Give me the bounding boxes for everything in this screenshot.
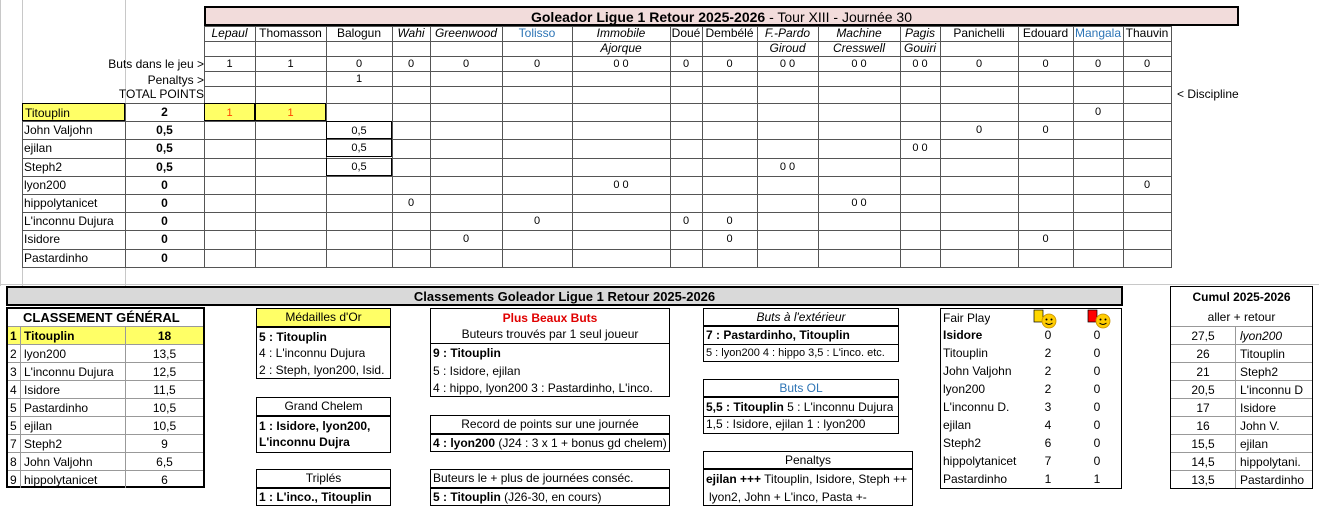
- record-detail: (J24 : 3 x 1 + bonus gd chelem): [495, 436, 667, 450]
- participant-points: 0: [161, 178, 168, 192]
- rank-number: 5: [8, 398, 20, 416]
- pick-cell-greenwood: 0: [462, 233, 470, 245]
- fair-play-name: Titouplin: [943, 346, 988, 360]
- pick-cell-balogun: 0,5: [326, 158, 392, 176]
- buts-cell-balogun: 0: [355, 58, 363, 70]
- rank-points: 11,5: [125, 380, 203, 398]
- pick-cell-machine: 0 0: [851, 197, 867, 209]
- grand-chelem-line-1: 1 : Isidore, lyon200,: [259, 419, 371, 433]
- player-name-tolisso: Tolisso: [518, 26, 556, 40]
- red-card-count: 0: [1093, 346, 1101, 360]
- pick-cell-doue: 0: [682, 215, 690, 227]
- pick-cell-thauvin: 0: [1143, 179, 1151, 191]
- classement-title: CLASSEMENT GÉNÉRAL: [23, 310, 180, 325]
- beaux-buts-line-3: 4 : hippo, lyon200 3 : Pastardinho, L'inco.: [433, 381, 653, 395]
- cumul-subtitle: aller + retour: [1207, 310, 1276, 324]
- player-name-wahi: Wahi: [397, 26, 425, 40]
- player-name-lepaul: Lepaul: [211, 26, 248, 40]
- red-card-count: 0: [1093, 436, 1101, 450]
- grid-col-line: [1171, 26, 1172, 268]
- cumul-points: 16: [1171, 416, 1235, 434]
- buts-ol-detail: 5 : L'inconnu Dujura: [783, 400, 894, 414]
- participant-name: Titouplin: [22, 103, 125, 121]
- pick-cell-panichelli: 0: [975, 124, 983, 136]
- rank-number: 5: [8, 416, 20, 434]
- rank-name: hippolytanicet: [20, 470, 125, 488]
- fair-play-name: Isidore: [943, 328, 983, 342]
- title-main: Goleador Ligue 1 Retour 2025-2026: [530, 9, 766, 25]
- fair-play-name: ejilan: [943, 418, 972, 432]
- cumul-name: John V.: [1235, 416, 1312, 434]
- buts-ol-title: Buts OL: [703, 379, 899, 397]
- rank-points: 6: [125, 470, 203, 488]
- buts-cell-fpardo: 0 0: [779, 58, 796, 70]
- player2-name-fpardo: Giroud: [769, 41, 806, 55]
- yellow-card-count: 6: [1044, 436, 1052, 450]
- participant-name: Pastardinho: [24, 251, 89, 265]
- cumul-name: Steph2: [1235, 362, 1312, 380]
- rank-points: 10,5: [125, 416, 203, 434]
- participant-points: 2: [161, 105, 168, 119]
- buts-cell-greenwood: 0: [462, 58, 470, 70]
- fair-play-name: hippolytanicet: [943, 454, 1017, 468]
- rank-number: 7: [8, 434, 20, 452]
- rank-number: 2: [8, 344, 20, 362]
- cumul-points: 20,5: [1171, 380, 1235, 398]
- pick-cell-wahi: 0: [407, 197, 415, 209]
- beaux-buts-title: Plus Beaux Buts: [502, 311, 598, 325]
- rank-points: 18: [125, 326, 203, 344]
- fair-play-name: Pastardinho: [943, 472, 1008, 486]
- yellow-card-count: 2: [1044, 382, 1052, 396]
- red-card-count: 0: [1093, 328, 1101, 342]
- fair-play-name: John Valjohn: [943, 364, 1012, 378]
- cumul-points: 14,5: [1171, 452, 1235, 470]
- player-name-edouard: Edouard: [1022, 26, 1069, 40]
- yellow-card-count: 3: [1044, 400, 1052, 414]
- cumul-name: Titouplin: [1235, 344, 1312, 362]
- participant-points: 0: [161, 214, 168, 228]
- buts-ol-line-2: 1,5 : Isidore, ejilan 1 : lyon200: [706, 417, 866, 431]
- buts-cell-dembele: 0: [726, 58, 733, 70]
- yellow-card-count: 4: [1044, 418, 1052, 432]
- rank-name: Isidore: [20, 380, 125, 398]
- rank-number: 8: [8, 452, 20, 470]
- rank-number: 9: [8, 470, 20, 488]
- medailles-box: [256, 327, 391, 379]
- cumul-name: L'inconnu D: [1235, 380, 1312, 398]
- participant-name: Steph2: [24, 160, 63, 174]
- cumul-points: 26: [1171, 344, 1235, 362]
- cumul-points: 27,5: [1171, 326, 1235, 344]
- player-name-thomasson: Thomasson: [259, 26, 322, 40]
- fair-play-name: L'inconnu D.: [943, 400, 1010, 414]
- grid-row-line: [0, 284, 1319, 285]
- pick-cell-immobile: 0 0: [613, 179, 629, 191]
- participant-points: 0: [161, 251, 168, 265]
- pick-cell-fpardo: 0 0: [779, 161, 796, 173]
- rank-name: L'inconnu Dujura: [20, 362, 125, 380]
- participant-name: lyon200: [24, 178, 67, 192]
- grand-chelem-title: Grand Chelem: [256, 397, 391, 416]
- player-name-immobile: Immobile: [596, 26, 646, 40]
- fair-play-name: Steph2: [943, 436, 982, 450]
- medailles-line-2: 4 : L'inconnu Dujura: [259, 346, 366, 360]
- grid-col-line: [0, 0, 1, 286]
- red-card-count: 0: [1093, 454, 1101, 468]
- participant-points: 0,5: [156, 123, 173, 137]
- cumul-name: hippolytani.: [1235, 452, 1312, 470]
- cumul-name: lyon200: [1235, 326, 1312, 344]
- fair-play-name: lyon200: [943, 382, 986, 396]
- rank-name: John Valjohn: [20, 452, 125, 470]
- cumul-points: 15,5: [1171, 434, 1235, 452]
- rank-number: 4: [8, 380, 20, 398]
- participant-points: 0,5: [156, 160, 173, 174]
- buts-cell-pagis: 0 0: [912, 58, 928, 70]
- player-name-dembele: Dembélé: [705, 26, 754, 40]
- pick-cell-dembele: 0: [726, 233, 733, 245]
- yellow-card-count: 1: [1044, 472, 1052, 486]
- red-card-count: 0: [1093, 418, 1101, 432]
- record-box: [430, 434, 670, 452]
- buts-cell-thauvin: 0: [1143, 58, 1151, 70]
- cumul-name: Isidore: [1235, 398, 1312, 416]
- buts-cell-mangala: 0: [1094, 58, 1102, 70]
- fair-play-title: Fair Play: [943, 311, 991, 325]
- player-name-machine: Machine: [836, 26, 882, 40]
- player2-name-pagis: Gouiri: [903, 41, 936, 55]
- player-name-thauvin: Thauvin: [1125, 26, 1169, 40]
- participant-points: 0,5: [156, 141, 173, 155]
- participant-points: 0: [161, 232, 168, 246]
- conseq-title: Buteurs le + plus de journées conséc.: [430, 469, 670, 488]
- player-name-panichelli: Panichelli: [953, 26, 1005, 40]
- rank-name: lyon200: [20, 344, 125, 362]
- buts-cell-panichelli: 0: [975, 58, 983, 70]
- medailles-line-3: 2 : Steph, lyon200, Isid.: [259, 363, 385, 377]
- exterieur-line-1: 7 : Pastardinho, Titouplin: [706, 328, 850, 342]
- cumul-points: 17: [1171, 398, 1235, 416]
- pick-cell-mangala: 0: [1094, 106, 1102, 118]
- player2-name-machine: Cresswell: [832, 41, 885, 55]
- conseq-detail: (J26-30, en cours): [500, 490, 602, 504]
- buts-cell-immobile: 0 0: [613, 58, 629, 70]
- cumul-name: ejilan: [1235, 434, 1312, 452]
- rank-points: 12,5: [125, 362, 203, 380]
- cumul-points: 13,5: [1171, 470, 1235, 488]
- yellow-card-count: 2: [1044, 346, 1052, 360]
- penaltys-best: ejilan +++: [706, 472, 762, 486]
- total-points-label: TOTAL POINTS: [118, 87, 204, 101]
- rank-name: Steph2: [20, 434, 125, 452]
- grand-chelem-line-2: L'inconnu Dujra: [259, 435, 350, 449]
- red-card-count: 1: [1093, 472, 1101, 486]
- rank-name: ejilan: [20, 416, 125, 434]
- cumul-points: 21: [1171, 362, 1235, 380]
- pick-cell-lepaul: 1: [204, 103, 255, 121]
- player2-name-immobile: Ajorque: [600, 41, 642, 55]
- participant-name: ejilan: [24, 141, 53, 155]
- player-name-greenwood: Greenwood: [434, 26, 498, 40]
- beaux-buts-box: [430, 308, 670, 397]
- yellow-card-count: 0: [1044, 328, 1052, 342]
- exterieur-box: [703, 326, 899, 362]
- grid-row-line: [22, 267, 1171, 268]
- buts-ol-box: [703, 397, 899, 434]
- buts-cell-machine: 0 0: [851, 58, 867, 70]
- triples-box: [256, 488, 391, 506]
- player-name-mangala: Mangala: [1074, 26, 1122, 40]
- red-card-count: 0: [1093, 364, 1101, 378]
- rank-points: 13,5: [125, 344, 203, 362]
- participant-points: 0: [161, 196, 168, 210]
- penaltys-line-2: lyon2, John + L'inco, Pasta +-: [709, 490, 867, 504]
- triples-line-1: 1 : L'inco., Titouplin: [259, 490, 372, 504]
- red-card-count: 0: [1093, 400, 1101, 414]
- conseq-box: [430, 488, 670, 506]
- rank-points: 9: [125, 434, 203, 452]
- conseq-best: 5 : Titouplin: [433, 490, 501, 504]
- grand-chelem-box: [256, 416, 391, 453]
- cumul-name: Pastardinho: [1235, 470, 1312, 488]
- rank-points: 6,5: [125, 452, 203, 470]
- record-best: 4 : lyon200: [433, 436, 496, 450]
- rank-points: 10,5: [125, 398, 203, 416]
- cumul-title: Cumul 2025-2026: [1192, 290, 1291, 304]
- buts-cell-doue: 0: [682, 58, 690, 70]
- player-name-pagis: Pagis: [904, 26, 936, 40]
- rank-name: Titouplin: [20, 326, 125, 344]
- buts-cell-wahi: 0: [407, 58, 415, 70]
- title-sub: - Tour XIII - Journée 30: [765, 9, 913, 25]
- buts-cell-tolisso: 0: [533, 58, 541, 70]
- pick-cell-edouard: 0: [1042, 233, 1049, 245]
- pick-cell-dembele: 0: [726, 215, 733, 227]
- player-name-doue: Doué: [671, 26, 701, 40]
- penaltys-title: Penaltys: [703, 451, 913, 469]
- penaltys-label: Penaltys >: [147, 73, 204, 87]
- yellow-card-count: 7: [1044, 454, 1052, 468]
- rank-name: Pastardinho: [20, 398, 125, 416]
- beaux-buts-subtitle: Buteurs trouvés par 1 seul joueur: [461, 327, 639, 341]
- participant-name: John Valjohn: [24, 123, 93, 137]
- penaltys-detail: Titouplin, Isidore, Steph ++: [761, 472, 908, 486]
- rank-number: 1: [8, 326, 20, 344]
- yellow-card-count: 2: [1044, 364, 1052, 378]
- buts-ol-best: 5,5 : Titouplin: [706, 400, 784, 414]
- participant-name: Isidore: [24, 232, 61, 246]
- medailles-title: Médailles d'Or: [256, 308, 391, 327]
- penalty-cell-balogun: 1: [355, 73, 363, 85]
- buts-cell-edouard: 0: [1042, 58, 1049, 70]
- beaux-buts-line-1: 9 : Titouplin: [433, 346, 501, 360]
- pick-cell-balogun: 0,5: [326, 121, 392, 139]
- pick-cell-thomasson: 1: [255, 103, 326, 121]
- player-name-balogun: Balogun: [336, 26, 382, 40]
- participant-name: hippolytanicet: [24, 196, 98, 210]
- buts-label: Buts dans le jeu >: [108, 57, 204, 71]
- buts-cell-lepaul: 1: [226, 58, 233, 70]
- triples-title: Triplés: [256, 469, 391, 488]
- participant-name: L'inconnu Dujura: [24, 214, 114, 228]
- red-card-count: 0: [1093, 382, 1101, 396]
- pick-cell-tolisso: 0: [533, 215, 541, 227]
- rank-number: 3: [8, 362, 20, 380]
- player-name-fpardo: F.-Pardo: [764, 26, 811, 40]
- sheet-title: [204, 6, 1239, 26]
- pick-cell-pagis: 0 0: [912, 142, 928, 154]
- medailles-line-1: 5 : Titouplin: [259, 330, 327, 344]
- grid-row-line: [204, 41, 1171, 42]
- record-title: Record de points sur une journée: [430, 415, 670, 434]
- exterieur-line-2: 5 : lyon200 4 : hippo 3,5 : L'inco. etc.: [706, 347, 885, 359]
- exterieur-title: Buts à l'extérieur: [703, 308, 899, 326]
- pick-cell-balogun: 0,5: [326, 139, 392, 157]
- discipline-label: < Discipline: [1177, 87, 1239, 101]
- penaltys-box: [703, 469, 913, 506]
- classements-bar: Classements Goleador Ligue 1 Retour 2025-2026: [6, 286, 1123, 306]
- beaux-buts-line-2: 5 : Isidore, ejilan: [433, 364, 521, 378]
- buts-cell-thomasson: 1: [287, 58, 294, 70]
- pick-cell-edouard: 0: [1042, 124, 1049, 136]
